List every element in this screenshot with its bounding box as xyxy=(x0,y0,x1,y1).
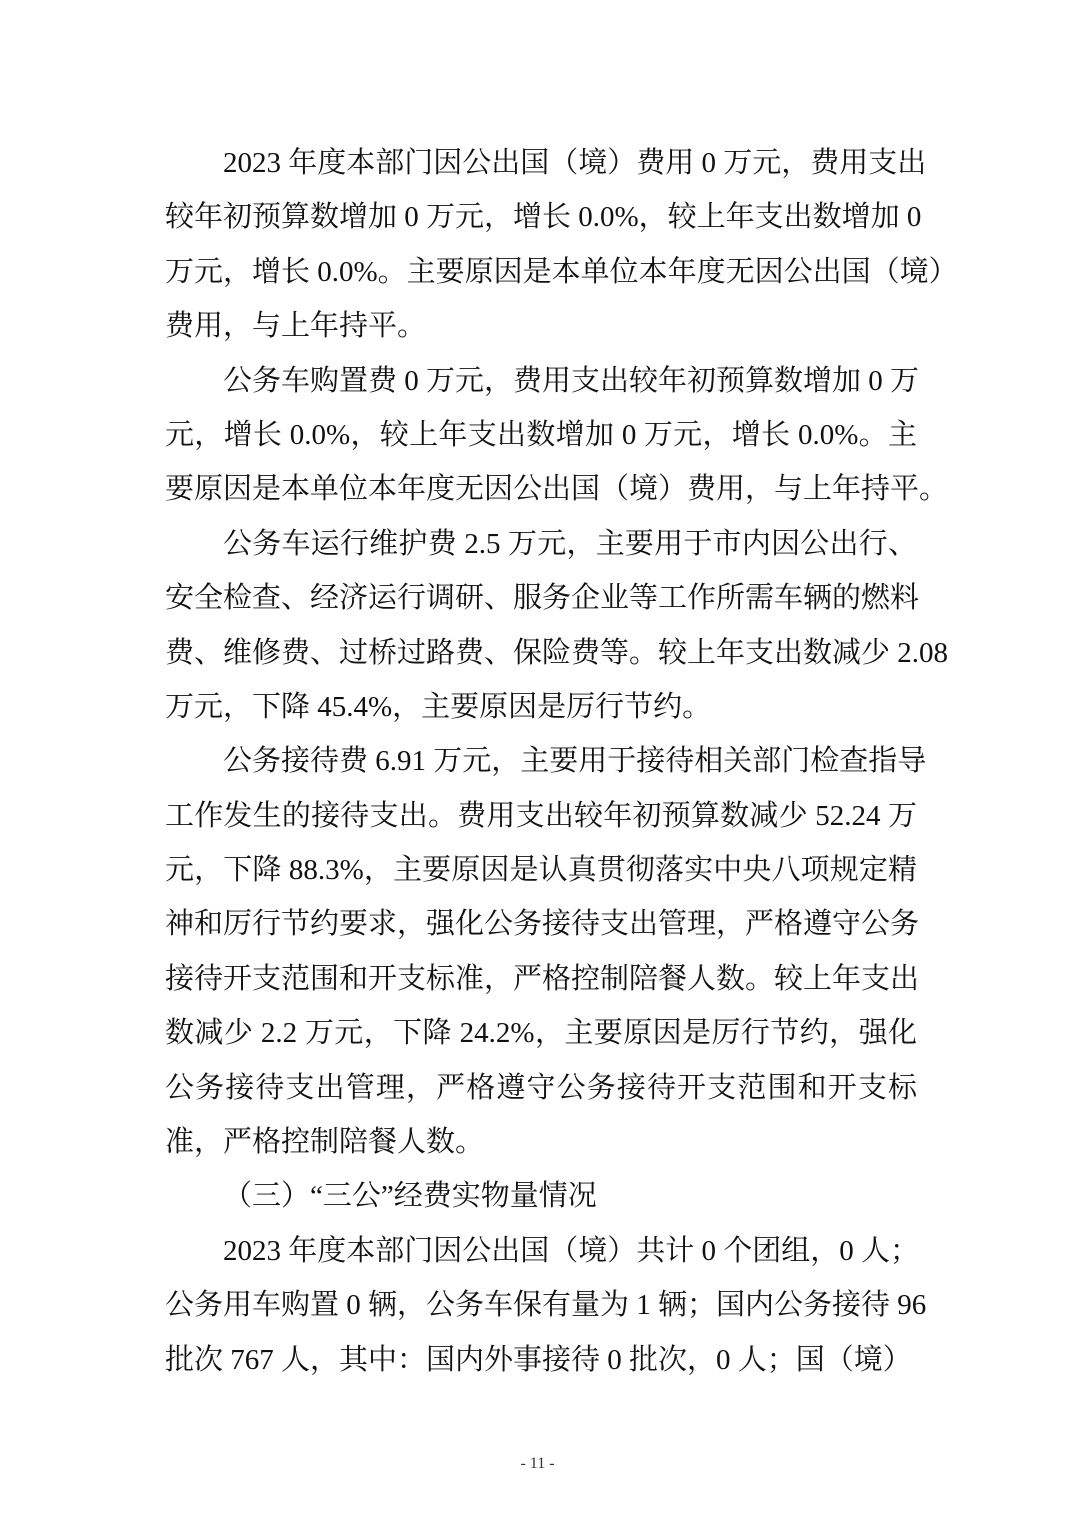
paragraph xyxy=(165,354,949,517)
paragraph xyxy=(165,1224,927,1387)
text-line: 万元，增长 0.0%。主要原因是本单位本年度无因公出国（境） xyxy=(165,255,958,288)
text-line: 接待开支范围和开支标准，严格控制陪餐人数。较上年支出 xyxy=(165,962,920,995)
text-line: 神和厉行节约要求，强化公务接待支出管理，严格遵守公务 xyxy=(165,908,920,941)
paragraph xyxy=(165,517,949,735)
text-line: 2023 年度本部门因公出国（境）费用 0 万元，费用支出 xyxy=(223,147,927,179)
text-line: 公务接待支出管理，严格遵守公务接待开支范围和开支标 xyxy=(165,1071,917,1104)
text-line: 准，严格控制陪餐人数。 xyxy=(165,1126,485,1159)
page-number: - 11 - xyxy=(520,1455,555,1472)
text-line: 批次 767 人，其中：国内外事接待 0 批次，0 人；国（境） xyxy=(165,1343,912,1376)
paragraph xyxy=(165,734,927,1169)
text-line: 元，增长 0.0%，较上年支出数增加 0 万元，增长 0.0%。主 xyxy=(165,418,917,451)
body-text xyxy=(165,136,958,1387)
text-line: 费、维修费、过桥过路费、保险费等。较上年支出数减少 2.08 xyxy=(165,636,949,669)
text-line: 公务用车购置 0 辆，公务车保有量为 1 辆；国内公务接待 96 xyxy=(165,1289,927,1322)
text-line: 万元，下降 45.4%，主要原因是厉行节约。 xyxy=(165,690,712,723)
text-line: 公务车购置费 0 万元，费用支出较年初预算数增加 0 万 xyxy=(223,364,920,397)
paragraph xyxy=(165,1169,917,1223)
text-line: 公务车运行维护费 2.5 万元，主要用于市内因公出行、 xyxy=(223,527,917,560)
text-line: 2023 年度本部门因公出国（境）共计 0 个团组，0 人； xyxy=(223,1234,920,1267)
text-line: 要原因是本单位本年度无因公出国（境）费用，与上年持平。 xyxy=(165,473,949,506)
text-line: （三）“三公”经费实物量情况 xyxy=(223,1180,597,1213)
text-line: 公务接待费 6.91 万元，主要用于接待相关部门检查指导 xyxy=(223,745,927,778)
text-line: 费用，与上年持平。 xyxy=(165,310,427,343)
text-line: 元，下降 88.3%，主要原因是认真贯彻落实中央八项规定精 xyxy=(165,854,917,887)
text-line: 安全检查、经济运行调研、服务企业等工作所需车辆的燃料 xyxy=(165,582,920,615)
text-line: 较年初预算数增加 0 万元，增长 0.0%，较上年支出数增加 0 xyxy=(165,201,922,234)
paragraph xyxy=(165,136,958,354)
text-line: 工作发生的接待支出。费用支出较年初预算数减少 52.24 万 xyxy=(165,799,917,832)
text-line: 数减少 2.2 万元，下降 24.2%，主要原因是厉行节约，强化 xyxy=(165,1017,917,1050)
